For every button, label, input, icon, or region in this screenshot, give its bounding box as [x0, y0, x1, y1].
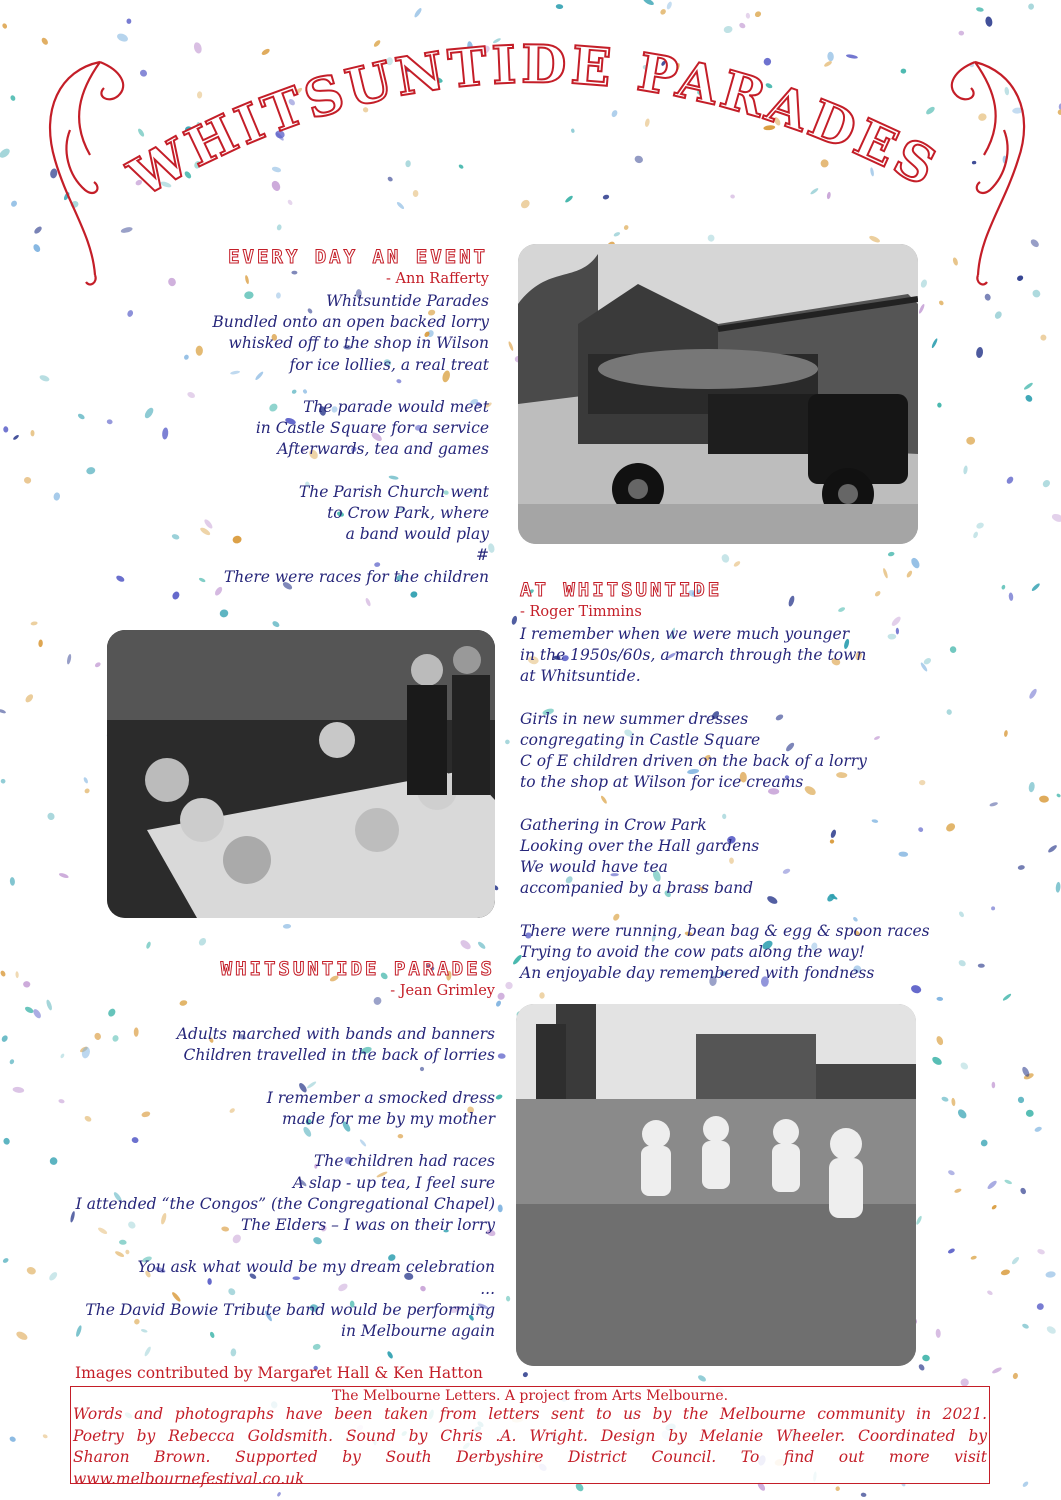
- footer-line: Poetry by Rebecca Goldsmith. Sound by Chris .A. Wright. Design by Melanie Wheeler. Coordinated by: [73, 1426, 987, 1445]
- confetti-dot: [522, 1371, 529, 1378]
- poem-line: There were running, bean bag & egg & spoon races: [520, 921, 930, 940]
- confetti-dot: [277, 1491, 282, 1497]
- poem-line: The David Bowie Tribute band would be performing: [85, 1300, 495, 1319]
- poem-line: Whitsuntide Parades: [326, 292, 489, 310]
- confetti-dot: [970, 1255, 977, 1260]
- confetti-dot: [887, 551, 894, 557]
- confetti-dot: [12, 434, 19, 441]
- confetti-dot: [837, 606, 845, 613]
- confetti-dot: [1028, 688, 1038, 700]
- confetti-dot: [978, 964, 985, 968]
- footer-body: [71, 1404, 989, 1490]
- confetti-dot: [947, 1248, 955, 1255]
- confetti-dot: [954, 1188, 962, 1194]
- confetti-dot: [1005, 475, 1014, 485]
- confetti-dot: [1001, 584, 1006, 590]
- poem-line: [520, 688, 930, 709]
- confetti-dot: [271, 620, 280, 628]
- confetti-dot: [993, 310, 1003, 320]
- poem-line: at Whitsuntide.: [520, 667, 641, 686]
- poem-line: in the 1950s/60s, a march through the town: [520, 646, 867, 665]
- poem-line: to the shop at Wilson for ice creams: [520, 773, 804, 792]
- poem-line: for ice lollies, a real treat: [289, 355, 489, 374]
- poem-line: Children travelled in the back of lorries: [183, 1046, 495, 1065]
- confetti-dot: [50, 1157, 58, 1165]
- poem-line: Girls in new summer dresses: [520, 709, 749, 728]
- confetti-dot: [83, 777, 89, 784]
- confetti-dot: [986, 1290, 993, 1296]
- confetti-dot: [504, 739, 510, 745]
- poem-line: There were races for the children: [223, 567, 489, 586]
- poem-line: A slap - up tea, I feel sure: [292, 1173, 495, 1192]
- confetti-dot: [30, 621, 38, 626]
- confetti-dot: [24, 1005, 35, 1014]
- confetti-dot: [66, 654, 72, 665]
- title-banner: [0, 0, 1061, 300]
- poem-line: ...: [480, 1279, 495, 1298]
- jean-poem: [76, 1003, 495, 1342]
- confetti-dot: [0, 1034, 8, 1043]
- confetti-dot: [106, 419, 112, 425]
- page-title: WHITSUNTIDE PARADES: [119, 34, 949, 210]
- confetti-dot: [511, 615, 518, 625]
- confetti-dot: [874, 590, 882, 597]
- confetti-dot: [312, 1343, 321, 1350]
- confetti-dot: [198, 577, 206, 583]
- poem-line: #: [476, 546, 489, 565]
- confetti-dot: [12, 1086, 24, 1093]
- confetti-dot: [697, 1374, 707, 1383]
- confetti-dot: [3, 426, 8, 433]
- confetti-dot: [936, 997, 943, 1001]
- confetti-dot: [9, 1436, 17, 1443]
- confetti-dot: [979, 1138, 988, 1147]
- confetti-dot: [1047, 844, 1058, 854]
- confetti-dot: [0, 778, 6, 784]
- confetti-dot: [94, 661, 101, 668]
- right-flourish-icon: [952, 62, 1024, 284]
- confetti-dot: [972, 531, 979, 539]
- confetti-dot: [1045, 1271, 1056, 1278]
- confetti-dot: [39, 374, 50, 383]
- confetti-dot: [365, 597, 372, 607]
- poem-line: The Elders – I was on their lorry: [241, 1215, 495, 1234]
- confetti-dot: [126, 309, 134, 318]
- confetti-dot: [496, 991, 506, 1001]
- confetti-dot: [504, 980, 514, 990]
- poem-line: Gathering in Crow Park: [520, 815, 707, 834]
- poem-line: accompanied by a brass band: [520, 879, 754, 898]
- confetti-dot: [197, 937, 207, 947]
- confetti-dot: [1031, 582, 1041, 592]
- confetti-dot: [38, 639, 43, 647]
- poem-line: [212, 461, 489, 482]
- confetti-dot: [958, 959, 967, 968]
- confetti-dot: [949, 645, 957, 654]
- confetti-dot: [77, 413, 86, 421]
- confetti-dot: [1055, 882, 1061, 893]
- confetti-dot: [1012, 1372, 1018, 1379]
- confetti-dot: [497, 1204, 502, 1212]
- confetti-dot: [0, 970, 6, 978]
- confetti-dot: [30, 430, 34, 436]
- left-flourish-icon: [50, 62, 123, 284]
- poem-line: Adults marched with bands and banners: [176, 1025, 495, 1044]
- confetti-dot: [10, 877, 16, 886]
- poem-line: An enjoyable day remembered with fondness: [520, 964, 875, 983]
- confetti-dot: [1018, 865, 1026, 871]
- confetti-dot: [3, 1137, 11, 1146]
- confetti-dot: [1051, 512, 1061, 523]
- poem-line: [76, 1130, 495, 1151]
- confetti-dot: [1026, 1109, 1034, 1117]
- confetti-dot: [60, 1053, 65, 1059]
- confetti-dot: [42, 1434, 48, 1439]
- confetti-dot: [918, 303, 926, 314]
- confetti-dot: [15, 1330, 29, 1342]
- confetti-dot: [910, 557, 922, 570]
- confetti-dot: [931, 1055, 943, 1066]
- confetti-dot: [1004, 1179, 1013, 1185]
- jean-heading: WHITSUNTIDE PARADES: [220, 958, 495, 980]
- confetti-dot: [956, 1108, 968, 1120]
- confetti-dot: [459, 938, 473, 951]
- confetti-dot: [991, 1366, 1002, 1374]
- confetti-dot: [1011, 1256, 1020, 1266]
- poem-line: The parade would meet: [303, 398, 489, 416]
- confetti-dot: [58, 872, 69, 879]
- ann-poem: [212, 291, 489, 588]
- photo-children-race: [516, 1004, 916, 1366]
- jean-author: - Jean Grimley: [390, 983, 495, 999]
- confetti-dot: [861, 1492, 867, 1497]
- confetti-dot: [951, 1098, 956, 1107]
- confetti-dot: [495, 1000, 502, 1008]
- image-credit: Images contributed by Margaret Hall & Ken Hatton: [75, 1364, 483, 1382]
- footer-box: [70, 1386, 990, 1488]
- confetti-dot: [975, 521, 984, 529]
- confetti-dot: [1056, 793, 1061, 798]
- confetti-dot: [1045, 1325, 1057, 1335]
- poem-line: a band would play: [345, 525, 489, 544]
- confetti-dot: [938, 300, 944, 307]
- confetti-dot: [937, 402, 942, 407]
- poem-line: I attended “the Congos” (the Congregational Chapel): [75, 1194, 495, 1213]
- confetti-dot: [1028, 782, 1035, 793]
- confetti-dot: [1021, 1323, 1029, 1330]
- poem-line: Looking over the Hall gardens: [520, 837, 760, 855]
- confetti-dot: [495, 1094, 503, 1101]
- confetti-dot: [1019, 1187, 1027, 1195]
- confetti-dot: [143, 406, 155, 419]
- roger-heading: AT WHITSUNTIDE: [520, 579, 723, 601]
- confetti-dot: [989, 801, 998, 807]
- confetti-dot: [143, 1346, 152, 1357]
- confetti-dot: [1022, 1480, 1030, 1487]
- poem-line: You ask what would be my dream celebration: [137, 1258, 495, 1277]
- confetti-dot: [1037, 1248, 1046, 1255]
- confetti-dot: [230, 1348, 236, 1356]
- confetti-dot: [115, 574, 125, 583]
- confetti-dot: [477, 941, 487, 950]
- confetti-dot: [922, 1354, 931, 1362]
- poem-line: We would have tea: [520, 858, 668, 877]
- confetti-dot: [196, 346, 203, 356]
- confetti-dot: [9, 1058, 15, 1065]
- confetti-dot: [986, 1179, 998, 1190]
- ann-author: - Ann Rafferty: [386, 271, 489, 287]
- confetti-dot: [941, 1096, 949, 1103]
- confetti-dot: [506, 1296, 511, 1302]
- confetti-dot: [0, 708, 6, 714]
- confetti-dot: [935, 1035, 944, 1046]
- confetti-dot: [410, 591, 419, 599]
- poem-line: [76, 1067, 495, 1088]
- confetti-dot: [947, 1169, 955, 1176]
- confetti-dot: [26, 1266, 37, 1276]
- confetti-dot: [720, 553, 730, 564]
- confetti-dot: [918, 1363, 926, 1371]
- footer-line: Words and photographs have been taken from letters sent to us by the Melbourne community in 2021.: [73, 1405, 987, 1423]
- poem-line: [76, 1236, 495, 1257]
- poem-line: whisked off to the shop in Wilson: [228, 334, 489, 353]
- confetti-dot: [186, 391, 196, 399]
- photo-tea-party: [107, 630, 495, 918]
- confetti-dot: [1041, 479, 1051, 489]
- confetti-dot: [283, 924, 291, 929]
- confetti-dot: [2, 1257, 9, 1264]
- confetti-dot: [162, 427, 169, 440]
- confetti-dot: [945, 822, 957, 834]
- confetti-dot: [1017, 1096, 1025, 1104]
- confetti-dot: [1000, 1269, 1010, 1276]
- poem-line: [212, 376, 489, 397]
- confetti-dot: [145, 941, 151, 949]
- confetti-dot: [15, 971, 19, 978]
- confetti-dot: [733, 560, 741, 568]
- confetti-dot: [171, 590, 181, 600]
- confetti-dot: [966, 437, 975, 445]
- confetti-dot: [1039, 795, 1049, 803]
- confetti-dot: [84, 788, 91, 795]
- poem-line: [520, 900, 930, 921]
- confetti-dot: [58, 1099, 65, 1104]
- confetti-dot: [906, 570, 914, 579]
- poem-line: Bundled onto an open backed lorry: [212, 313, 489, 332]
- poem-line: made for me by my mother: [282, 1109, 495, 1128]
- confetti-dot: [219, 608, 230, 618]
- confetti-dot: [386, 1350, 394, 1359]
- confetti-dot: [976, 347, 984, 359]
- ann-heading: EVERY DAY AN EVENT: [228, 246, 488, 268]
- poem-line: Afterwards, tea and games: [277, 440, 489, 459]
- confetti-dot: [508, 341, 515, 352]
- confetti-dot: [992, 1082, 996, 1089]
- confetti-dot: [882, 568, 889, 579]
- confetti-dot: [53, 492, 61, 501]
- confetti-dot: [1036, 1303, 1044, 1311]
- confetti-dot: [959, 1061, 969, 1071]
- confetti-dot: [498, 1053, 506, 1059]
- confetti-dot: [991, 1204, 997, 1210]
- footer-line: Sharon Brown. Supported by South Derbyshire District Council. To find out more visit www.melbournefestival.co.uk: [73, 1448, 987, 1488]
- poem-line: The children had races: [314, 1152, 495, 1171]
- roger-author: - Roger Timmins: [520, 604, 642, 620]
- confetti-dot: [48, 1271, 59, 1282]
- confetti-dot: [1023, 382, 1034, 391]
- confetti-dot: [787, 595, 795, 607]
- confetti-dot: [32, 1008, 43, 1020]
- poem-line: to Crow Park, where: [327, 504, 489, 522]
- confetti-dot: [539, 992, 545, 999]
- poem-line: in Melbourne again: [341, 1321, 495, 1340]
- confetti-dot: [86, 466, 96, 475]
- poem-line: Trying to avoid the cow pats along the way!: [520, 943, 865, 961]
- confetti-dot: [1039, 333, 1047, 341]
- confetti-dot: [183, 354, 189, 361]
- poem-line: I remember a smocked dress: [266, 1088, 495, 1107]
- confetti-dot: [23, 476, 31, 484]
- poem-line: I remember when we were much younger: [520, 625, 850, 643]
- roger-poem: [520, 624, 930, 984]
- confetti-dot: [1002, 993, 1012, 1002]
- poem-line: [520, 794, 930, 815]
- confetti-dot: [915, 1215, 922, 1225]
- confetti-dot: [23, 981, 31, 988]
- poem-line: The Parish Church went: [298, 482, 489, 501]
- confetti-dot: [946, 709, 953, 716]
- confetti-dot: [171, 533, 180, 540]
- confetti-dot: [1034, 1126, 1043, 1133]
- confetti-dot: [991, 906, 995, 910]
- confetti-dot: [1008, 592, 1013, 601]
- poem-line: congregating in Castle Square: [520, 731, 761, 749]
- confetti-dot: [910, 984, 922, 995]
- confetti-dot: [46, 811, 56, 821]
- confetti-dot: [45, 999, 53, 1011]
- poem-line: in Castle Square for a service: [255, 419, 489, 438]
- confetti-dot: [1004, 730, 1009, 737]
- confetti-dot: [1024, 394, 1033, 403]
- confetti-dot: [931, 338, 939, 349]
- confetti-dot: [958, 911, 965, 918]
- confetti-dot: [935, 1329, 940, 1338]
- confetti-dot: [963, 465, 968, 474]
- footer-heading: The Melbourne Letters. A project from Arts Melbourne.: [331, 1388, 729, 1404]
- poem-line: [76, 1003, 495, 1024]
- confetti-dot: [24, 693, 35, 704]
- poem-line: C of E children driven on the back of a lorry: [520, 752, 867, 771]
